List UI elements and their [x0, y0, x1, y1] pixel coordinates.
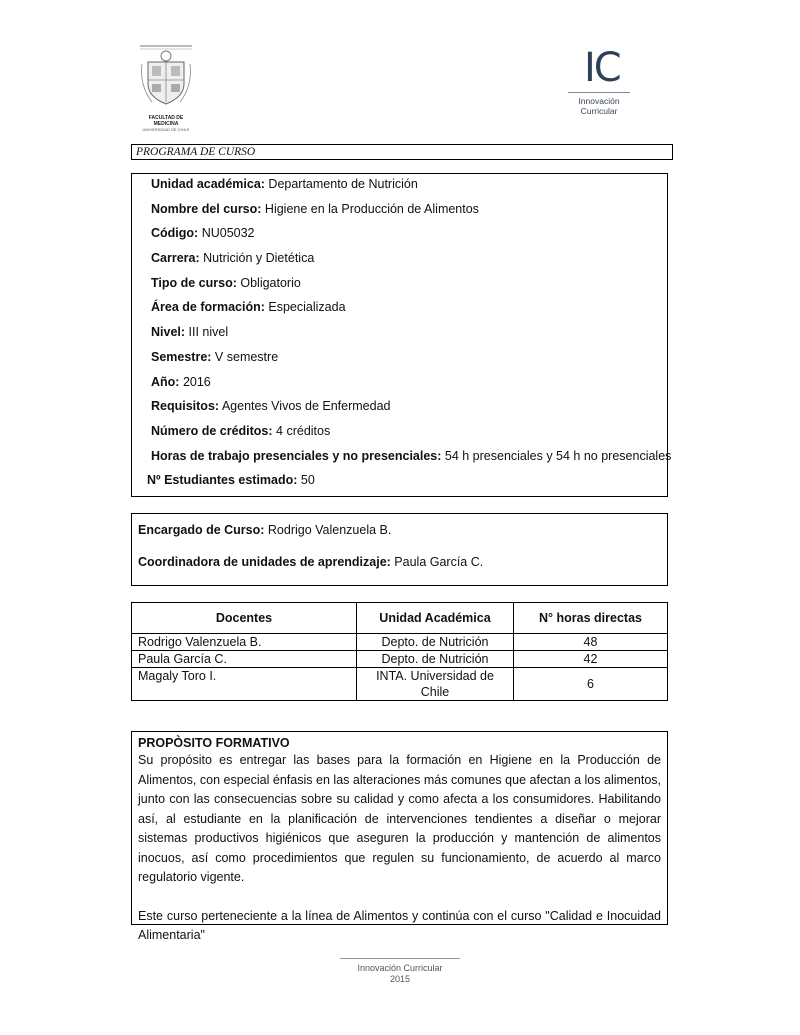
docentes-table [131, 602, 668, 701]
ic-logo-line2: Curricular [580, 106, 618, 116]
faculty-caption-1: FACULTAD DE MEDICINA [148, 115, 184, 127]
docente-unidad: Depto. de Nutrición [357, 651, 514, 668]
proposito-paragraph-2: Este curso perteneciente a la línea de Alimentos y continúa con el curso "Calidad e Inocuidad Alimentaria" [138, 908, 661, 942]
docente-name: Paula García C. [132, 651, 357, 668]
ic-logo-letters: IC [584, 45, 620, 91]
encargado-box [131, 513, 668, 586]
encargado-row: Encargado de Curso: Rodrigo Valenzuela B. [138, 523, 392, 537]
proposito-paragraph-1: Su propósito es entregar las bases para la formación en Higiene en la Producción de Alimentos, con especial énfasis en las alteraciones más comunes que afectan a los alimentos, junto con las consecuencias sobre su calidad y como afecta a los consumidores. Habilitando así, al estudiante en la planificación de intervenciones tendientes a diseñar o mejorar sistemas productivos higiénicos que aseguren la producción y mantención de alimentos inocuos, así como procedimientos que regulen su funcionamiento, de acuerdo al marco regulatorio vigente. [138, 753, 661, 884]
ic-logo-line1: Innovación [578, 96, 620, 106]
docente-name: Rodrigo Valenzuela B. [132, 634, 357, 651]
info-row: Área de formación: Especializada [151, 300, 346, 314]
docente-unidad: Depto. de Nutrición [357, 634, 514, 651]
proposito-formativo-box [131, 731, 668, 942]
footer-line-1: Innovación Curricular [357, 963, 443, 973]
table-row [132, 668, 668, 701]
faculty-of-medicine-logo [138, 44, 194, 132]
info-row: Nombre del curso: Higiene en la Producción de Alimentos [151, 202, 479, 216]
docente-name: Magaly Toro I. [132, 668, 357, 701]
info-row: Nivel: III nivel [151, 325, 229, 339]
programa-de-curso-box: PROGRAMA DE CURSO [131, 144, 673, 160]
info-row: Tipo de curso: Obligatorio [151, 276, 301, 290]
docente-horas: 6 [514, 668, 668, 701]
ic-logo-rule [568, 92, 630, 93]
coordinadora-row: Coordinadora de unidades de aprendizaje: Paula García C. [138, 555, 484, 569]
docente-unidad: INTA. Universidad de Chile [357, 668, 514, 701]
info-row: Horas de trabajo presenciales y no presenciales: 54 h presenciales y 54 h no presenciales [151, 449, 672, 463]
info-row: Código: NU05032 [151, 226, 255, 240]
page-footer [340, 958, 460, 985]
table-row [132, 634, 668, 651]
faculty-seal-icon [138, 44, 194, 110]
docente-horas: 48 [514, 634, 668, 651]
info-row: Número de créditos: 4 créditos [151, 424, 331, 438]
innovacion-curricular-logo [566, 45, 632, 122]
info-row: Año: 2016 [151, 375, 211, 389]
info-row: Semestre: V semestre [151, 350, 279, 364]
footer-line-2: 2015 [389, 974, 411, 984]
header-horas: N° horas directas [514, 603, 668, 634]
faculty-caption-2: UNIVERSIDAD DE CHILE [142, 127, 190, 132]
table-row [132, 651, 668, 668]
docente-horas: 42 [514, 651, 668, 668]
footer-rule [340, 958, 460, 959]
info-row: Nº Estudiantes estimado: 50 [147, 473, 315, 487]
header-unidad: Unidad Académica [357, 603, 514, 634]
info-row: Requisitos: Agentes Vivos de Enfermedad [151, 399, 391, 413]
table-header-row [132, 603, 668, 634]
info-row: Unidad académica: Departamento de Nutrición [151, 177, 418, 191]
course-info-box [131, 173, 672, 497]
info-row: Carrera: Nutrición y Dietética [151, 251, 315, 265]
proposito-title: PROPÒSITO FORMATIVO [138, 736, 290, 750]
header-docentes: Docentes [132, 603, 357, 634]
